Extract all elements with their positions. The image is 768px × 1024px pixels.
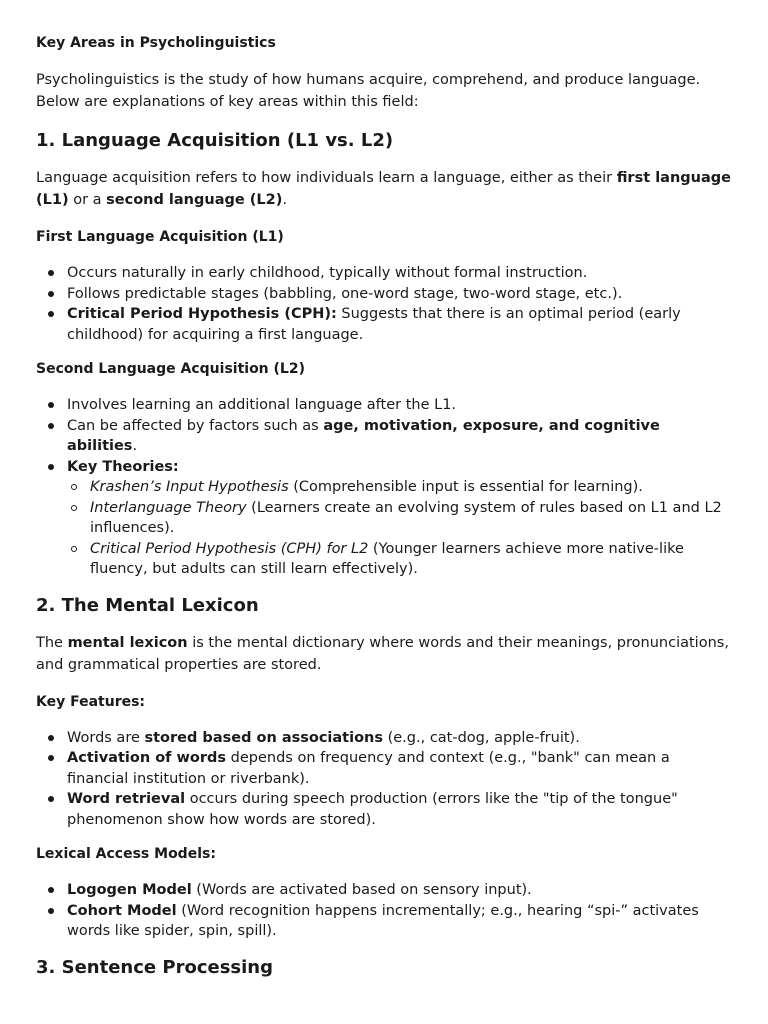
list-item: Critical Period Hypothesis (CPH) for L2 (Younger learners achieve more native-like fluency, but adults can still learn effectively). [67, 539, 732, 580]
list-item: Occurs naturally in early childhood, typically without formal instruction. [36, 263, 732, 284]
l1-list [36, 263, 732, 345]
list-item: Activation of words depends on frequency and context (e.g., "bank" can mean a financial institution or riverbank). [36, 748, 732, 789]
list-item: Critical Period Hypothesis (CPH): Suggests that there is an optimal period (early childhood) for acquiring a first language. [36, 304, 732, 345]
bullet-icon [48, 311, 54, 317]
list-item: Logogen Model (Words are activated based on sensory input). [36, 880, 732, 901]
theories-list [67, 477, 732, 580]
language-acquisition-paragraph: Language acquisition refers to how individuals learn a language, either as their first language (L1) or a second language (L2). [36, 170, 731, 208]
hollow-bullet-icon [71, 505, 77, 511]
mental-lexicon-paragraph: The mental lexicon is the mental dictionary where words and their meanings, pronunciations, and grammatical properties are stored. [36, 634, 729, 673]
subheading-l2: Second Language Acquisition (L2) [36, 361, 305, 377]
bullet-icon [48, 423, 54, 429]
subheading-lexical-access-models: Lexical Access Models: [36, 846, 216, 862]
bullet-icon [48, 464, 54, 470]
document-title: Key Areas in Psycholinguistics [36, 35, 276, 51]
l2-list [36, 395, 732, 580]
subheading-l1: First Language Acquisition (L1) [36, 229, 284, 245]
list-item: Cohort Model (Word recognition happens incrementally; e.g., hearing “spi-” activates words like spider, spin, spill). [36, 901, 732, 942]
key-features-list [36, 728, 732, 831]
bullet-icon [48, 908, 54, 914]
list-item: Words are stored based on associations (e.g., cat-dog, apple-fruit). [36, 728, 732, 749]
section-heading-mental-lexicon: 2. The Mental Lexicon [36, 594, 259, 616]
bullet-icon [48, 270, 54, 276]
bullet-icon [48, 887, 54, 893]
bullet-icon [48, 402, 54, 408]
list-item: Can be affected by factors such as age, motivation, exposure, and cognitive abilities. [36, 416, 732, 457]
lexical-access-models-list [36, 880, 732, 942]
bullet-icon [48, 796, 54, 802]
bullet-icon [48, 291, 54, 297]
subheading-key-features: Key Features: [36, 693, 146, 710]
list-item: Krashen’s Input Hypothesis (Comprehensible input is essential for learning). [67, 477, 732, 498]
list-item: Interlanguage Theory (Learners create an evolving system of rules based on L1 and L2 influences). [67, 498, 732, 539]
list-item: Key Theories: Krashen’s Input Hypothesis (Comprehensible input is essential for learning). Interlanguage Theory (Learners create an evolving system of rules based on L1 and L2 influences). Critical Period Hypothesis (CPH) for L2 (Younger learners achieve more native-like fluency, but adults can still learn effectively). [36, 457, 732, 580]
list-item: Word retrieval occurs during speech production (errors like the "tip of the tongue" phenomenon show how words are stored). [36, 789, 732, 830]
section-heading-language-acquisition: 1. Language Acquisition (L1 vs. L2) [36, 130, 394, 151]
intro-paragraph: Psycholinguistics is the study of how humans acquire, comprehend, and produce language. Below are explanations of key areas within this field: [36, 72, 701, 110]
bullet-icon [48, 735, 54, 741]
bullet-icon [48, 755, 54, 761]
hollow-bullet-icon [71, 546, 77, 552]
hollow-bullet-icon [71, 484, 77, 490]
section-heading-sentence-processing: 3. Sentence Processing [36, 956, 273, 978]
list-item: Involves learning an additional language after the L1. [36, 395, 732, 416]
list-item: Follows predictable stages (babbling, one-word stage, two-word stage, etc.). [36, 284, 732, 305]
